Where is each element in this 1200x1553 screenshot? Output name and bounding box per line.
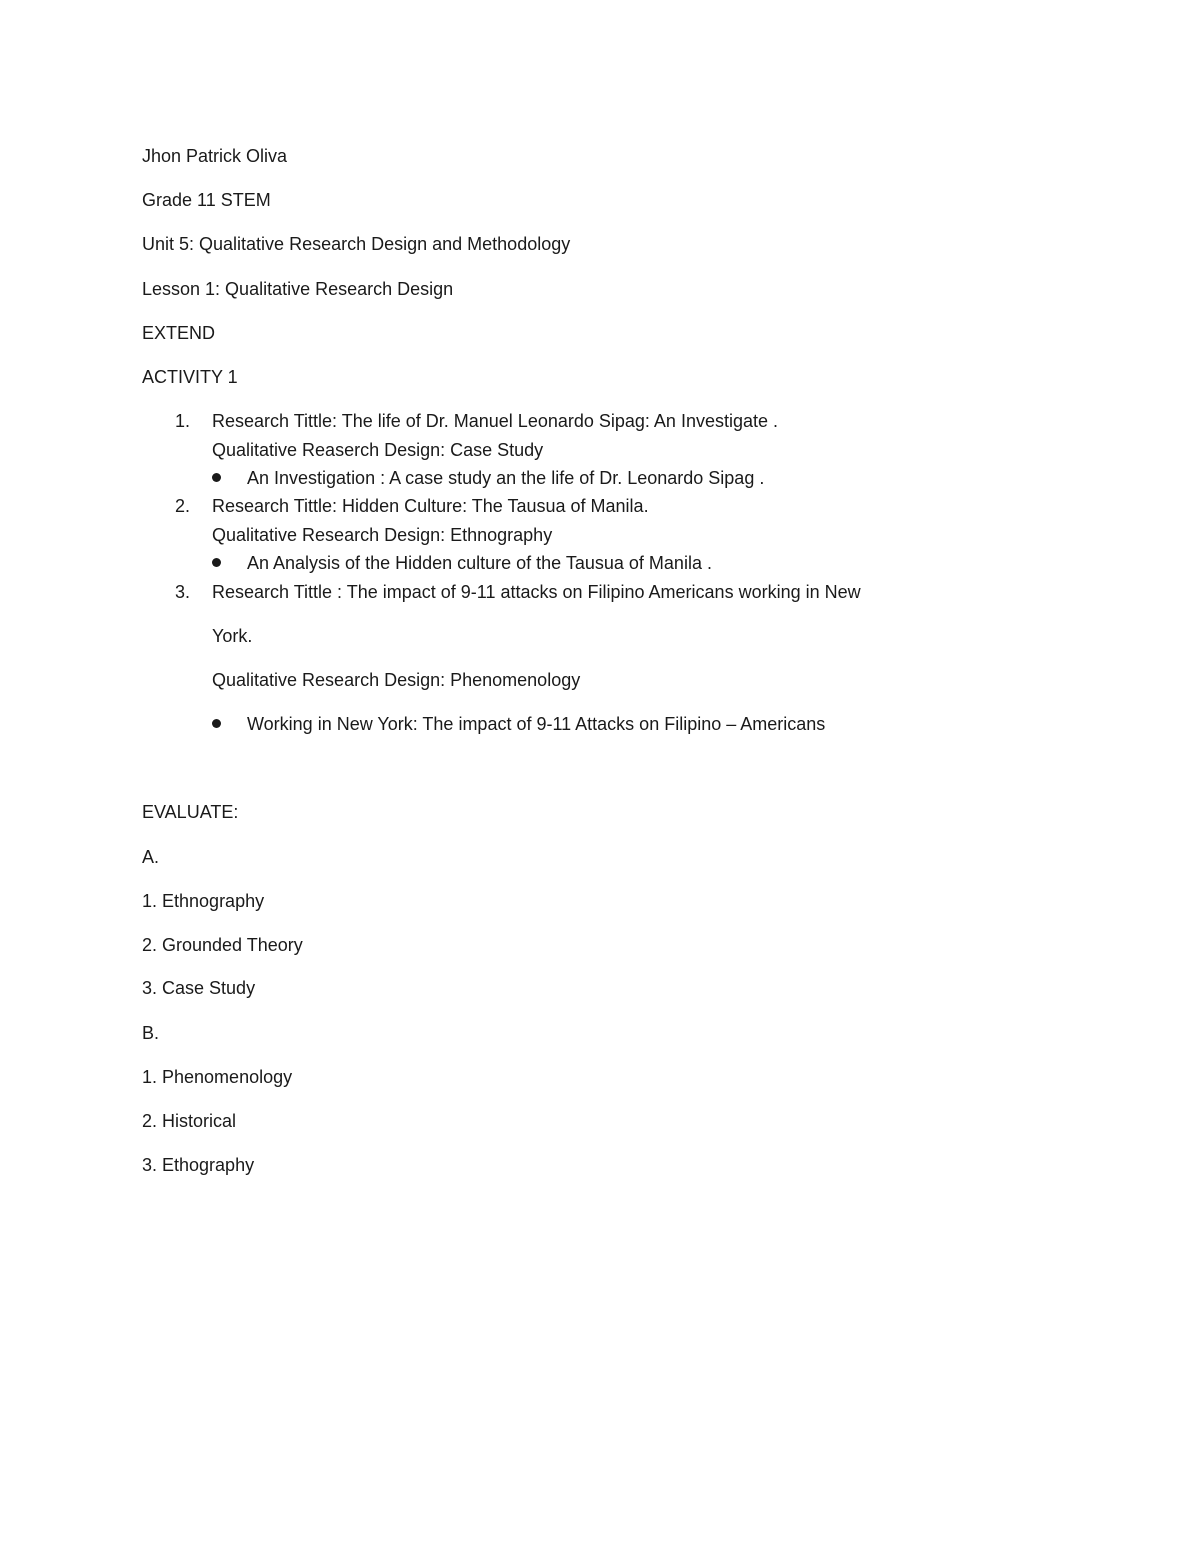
bullet-icon [212, 473, 221, 482]
lesson-title: Lesson 1: Qualitative Research Design [142, 279, 454, 299]
section-b-label: B. [142, 1023, 160, 1043]
research-bullet: An Analysis of the Hidden culture of the Tausua of Manila . [247, 553, 712, 573]
answer-item: 2. Grounded Theory [142, 935, 303, 955]
bullet-icon [212, 558, 221, 567]
list-number: 2. [175, 496, 191, 516]
grade-level: Grade 11 STEM [142, 190, 271, 210]
student-name: Jhon Patrick Oliva [142, 146, 288, 166]
bullet-icon [212, 719, 221, 728]
evaluate-heading: EVALUATE: [142, 802, 239, 822]
research-design: Qualitative Research Design: Ethnography [212, 525, 553, 545]
research-title: Research Tittle: Hidden Culture: The Tausua of Manila. [212, 496, 649, 516]
answer-item: 2. Historical [142, 1111, 237, 1131]
list-number: 3. [175, 582, 191, 602]
answer-item: 3. Case Study [142, 978, 256, 998]
research-title: Research Tittle: The life of Dr. Manuel Leonardo Sipag: An Investigate . [212, 411, 778, 431]
research-design: Qualitative Research Design: Phenomenology [212, 670, 581, 690]
unit-title: Unit 5: Qualitative Research Design and Methodology [142, 234, 571, 254]
extend-heading: EXTEND [142, 323, 216, 343]
answer-item: 3. Ethography [142, 1155, 255, 1175]
research-title-continued: York. [212, 626, 253, 646]
research-bullet: Working in New York: The impact of 9-11 Attacks on Filipino – Americans [247, 714, 826, 734]
section-a-label: A. [142, 847, 160, 867]
activity-heading: ACTIVITY 1 [142, 367, 238, 387]
list-number: 1. [175, 411, 191, 431]
research-bullet: An Investigation : A case study an the life of Dr. Leonardo Sipag . [247, 468, 765, 488]
research-title: Research Tittle : The impact of 9-11 attacks on Filipino Americans working in New [212, 582, 861, 602]
research-design: Qualitative Reaserch Design: Case Study [212, 440, 544, 460]
answer-item: 1. Ethnography [142, 891, 265, 911]
answer-item: 1. Phenomenology [142, 1067, 293, 1087]
